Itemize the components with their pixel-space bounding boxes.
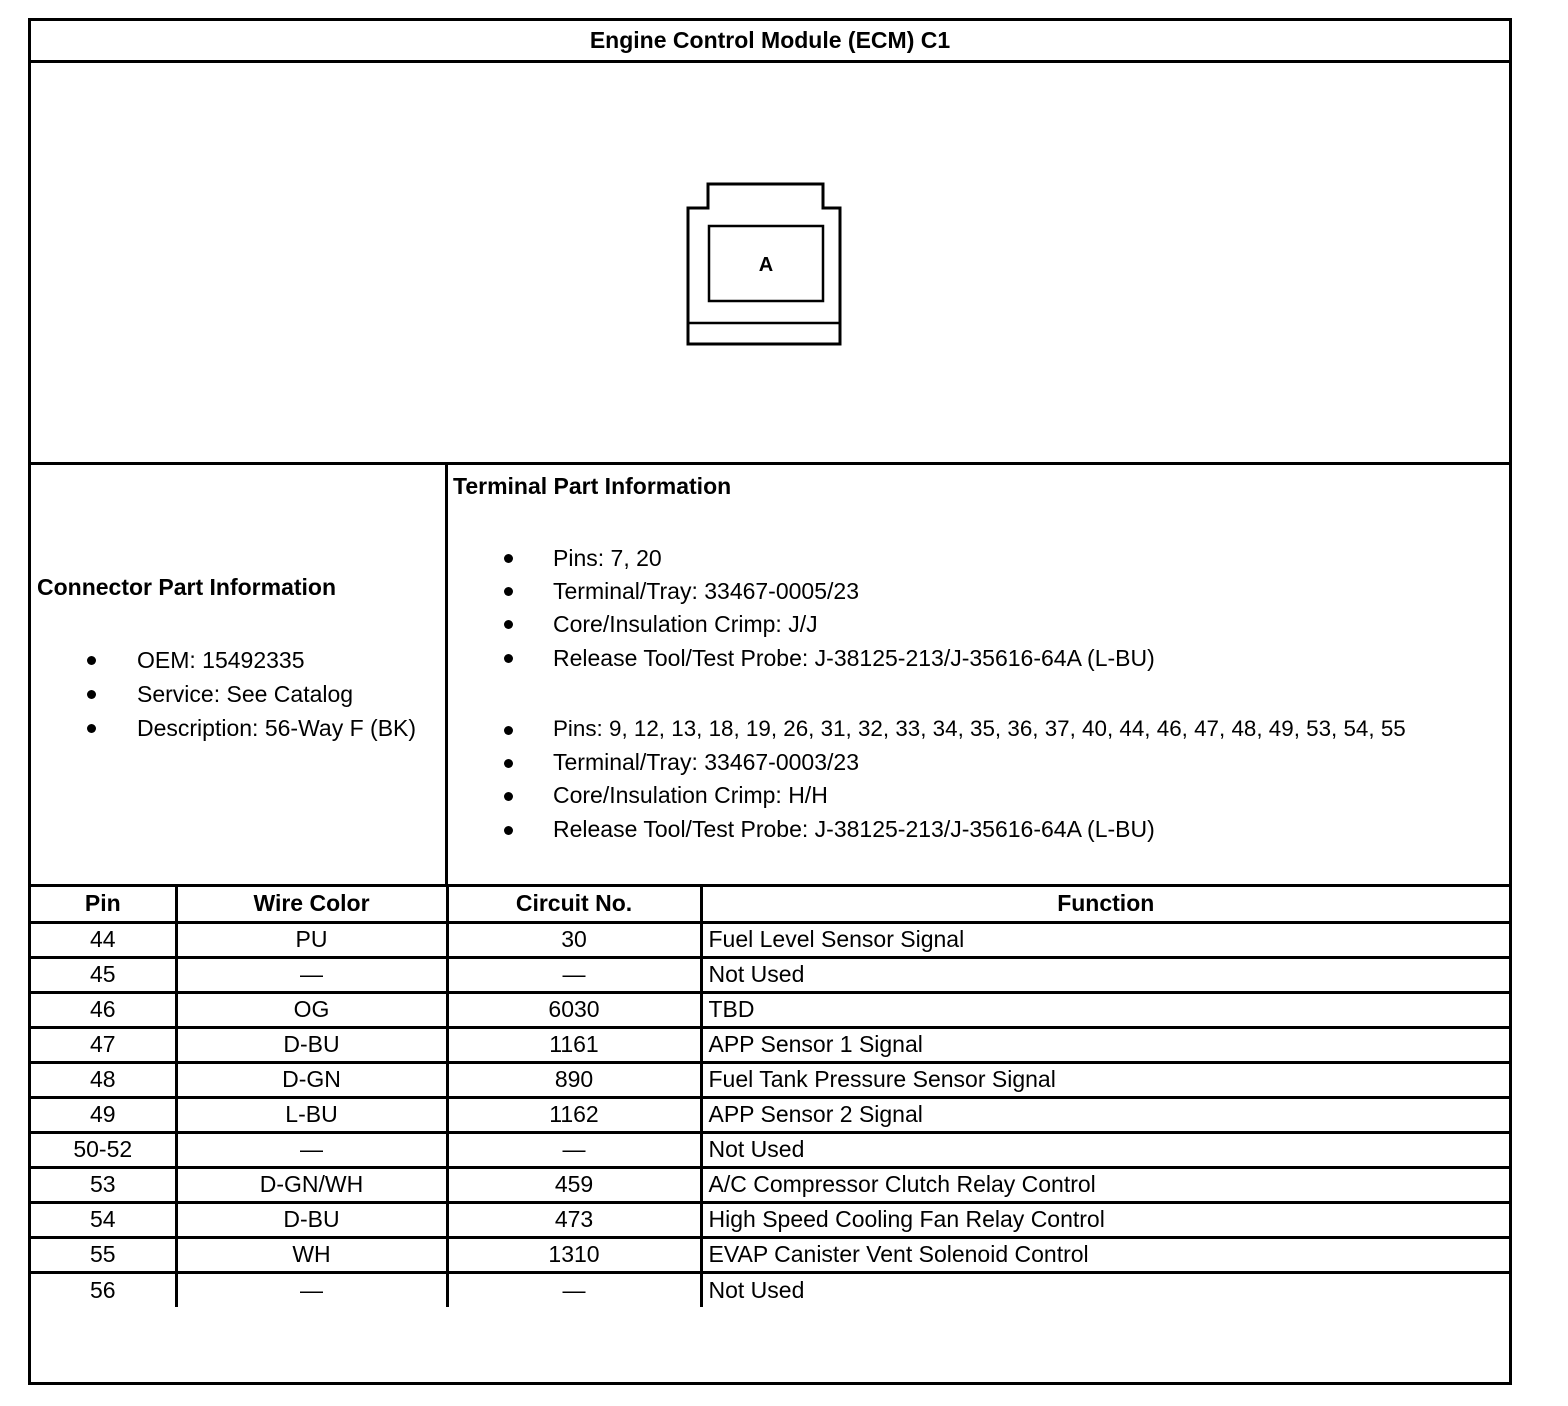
table-row — [31, 1097, 1509, 1132]
wire-color-cell: PU — [176, 922, 447, 957]
pin-cell: 56 — [31, 1272, 176, 1307]
terminal-info-item: Core/Insulation Crimp: H/H — [553, 782, 828, 808]
bullet-icon — [87, 724, 96, 733]
wire-color-cell: — — [176, 957, 447, 992]
wire-color-cell: D-BU — [176, 1027, 447, 1062]
page-title: Engine Control Module (ECM) C1 — [589, 27, 951, 53]
terminal-info-item: Terminal/Tray: 33467-0003/23 — [553, 749, 859, 775]
terminal-part-info — [448, 465, 1509, 887]
bullet-icon — [504, 826, 513, 835]
circuit-cell: 1161 — [447, 1027, 701, 1062]
connector-info-item: OEM: 15492335 — [137, 647, 305, 673]
pin-cell: 50-52 — [31, 1132, 176, 1167]
circuit-cell: 459 — [447, 1167, 701, 1202]
function-cell: A/C Compressor Clutch Relay Control — [701, 1167, 1509, 1202]
connector-info-item: Description: 56-Way F (BK) — [137, 715, 417, 741]
circuit-column-header: Circuit No. — [447, 887, 701, 922]
table-row — [31, 957, 1509, 992]
table-row — [31, 1132, 1509, 1167]
pin-cell: 48 — [31, 1062, 176, 1097]
table-row — [31, 1237, 1509, 1272]
connector-drawing — [31, 63, 1509, 462]
pin-cell: 54 — [31, 1202, 176, 1237]
function-cell: TBD — [701, 992, 1509, 1027]
wire-color-cell: D-GN/WH — [176, 1167, 447, 1202]
bullet-icon — [87, 656, 96, 665]
table-row — [31, 922, 1509, 957]
function-cell: EVAP Canister Vent Solenoid Control — [701, 1237, 1509, 1272]
pin-column-header: Pin — [31, 887, 176, 922]
wire-color-cell: OG — [176, 992, 447, 1027]
circuit-cell: — — [447, 1132, 701, 1167]
wire-color-column-header: Wire Color — [176, 887, 447, 922]
bullet-icon — [504, 587, 513, 596]
circuit-cell: — — [447, 957, 701, 992]
wire-color-cell: D-BU — [176, 1202, 447, 1237]
circuit-cell: — — [447, 1272, 701, 1307]
cavity-label: A — [758, 254, 774, 276]
function-cell: Not Used — [701, 957, 1509, 992]
table-row — [31, 1167, 1509, 1202]
circuit-cell: 30 — [447, 922, 701, 957]
table-row — [31, 1027, 1509, 1062]
terminal-info-item: Pins: 9, 12, 13, 18, 19, 26, 31, 32, 33, 34, 35, 36, 37, 40, 44, 46, 47, 48, 49, 53, 54, 55 — [553, 716, 1406, 741]
function-cell: Fuel Level Sensor Signal — [701, 922, 1509, 957]
connector-figure-area — [31, 63, 1509, 465]
terminal-part-info-heading: Terminal Part Information — [453, 473, 732, 499]
connector-part-info-heading: Connector Part Information — [37, 574, 337, 600]
circuit-cell: 1310 — [447, 1237, 701, 1272]
terminal-info-item: Release Tool/Test Probe: J-38125-213/J-35616-64A (L-BU) — [553, 645, 1155, 671]
bullet-icon — [504, 554, 513, 563]
bullet-icon — [504, 654, 513, 663]
pin-table — [31, 887, 1509, 1307]
pin-cell: 47 — [31, 1027, 176, 1062]
terminal-info-item: Core/Insulation Crimp: J/J — [553, 611, 818, 637]
connector-end-view-sheet — [28, 18, 1512, 1385]
wire-color-cell: — — [176, 1272, 447, 1307]
terminal-info-item: Terminal/Tray: 33467-0005/23 — [553, 578, 859, 604]
terminal-info-item: Pins: 7, 20 — [553, 545, 662, 571]
bullet-icon — [504, 726, 513, 735]
pin-cell: 44 — [31, 922, 176, 957]
pin-cell: 49 — [31, 1097, 176, 1132]
function-cell: APP Sensor 1 Signal — [701, 1027, 1509, 1062]
pin-cell: 53 — [31, 1167, 176, 1202]
wire-color-cell: L-BU — [176, 1097, 447, 1132]
bullet-icon — [504, 620, 513, 629]
function-column-header: Function — [701, 887, 1509, 922]
bullet-icon — [504, 792, 513, 801]
table-header-row — [31, 887, 1509, 922]
bullet-icon — [504, 759, 513, 768]
function-cell: High Speed Cooling Fan Relay Control — [701, 1202, 1509, 1237]
bullet-icon — [87, 690, 96, 699]
function-cell: APP Sensor 2 Signal — [701, 1097, 1509, 1132]
table-row — [31, 992, 1509, 1027]
table-row — [31, 1202, 1509, 1237]
wire-color-cell: — — [176, 1132, 447, 1167]
function-cell: Fuel Tank Pressure Sensor Signal — [701, 1062, 1509, 1097]
connector-part-info — [31, 465, 448, 887]
circuit-cell: 473 — [447, 1202, 701, 1237]
circuit-cell: 890 — [447, 1062, 701, 1097]
wire-color-cell: D-GN — [176, 1062, 447, 1097]
wire-color-cell: WH — [176, 1237, 447, 1272]
pin-cell: 46 — [31, 992, 176, 1027]
terminal-info-item: Release Tool/Test Probe: J-38125-213/J-35616-64A (L-BU) — [553, 816, 1155, 842]
circuit-cell: 1162 — [447, 1097, 701, 1132]
function-cell: Not Used — [701, 1272, 1509, 1307]
pin-cell: 45 — [31, 957, 176, 992]
pin-cell: 55 — [31, 1237, 176, 1272]
circuit-cell: 6030 — [447, 992, 701, 1027]
table-row — [31, 1272, 1509, 1307]
connector-info-item: Service: See Catalog — [137, 681, 354, 707]
table-row — [31, 1062, 1509, 1097]
title-row — [31, 21, 1509, 63]
function-cell: Not Used — [701, 1132, 1509, 1167]
